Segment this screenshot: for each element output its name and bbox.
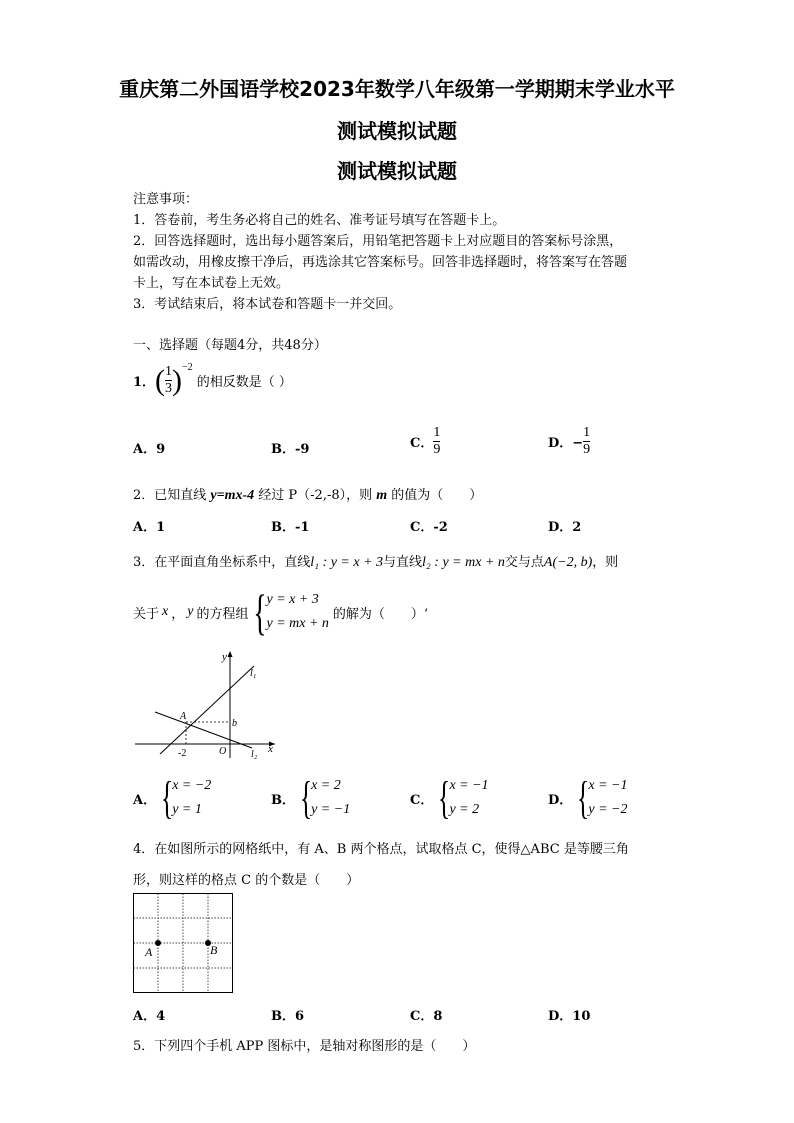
question-1 (133, 364, 292, 397)
paren-right: ) (172, 363, 183, 397)
l2-label: l₂ (251, 749, 258, 760)
option-d[interactable]: D．10 (548, 1009, 591, 1024)
l1-label: l₁ (250, 668, 257, 679)
option-d[interactable]: D．2 (548, 520, 582, 535)
question-5: 5．下列四个手机 APP 图标中，是轴对称图形的是（ ） (133, 1039, 476, 1054)
option-c[interactable]: C． { x = −1 y = 2 (410, 772, 489, 823)
exponent: −2 (182, 362, 193, 373)
notice-item: 1．答卷前，考生务必将自己的姓名、准考证号填写在答题卡上。 (133, 213, 506, 228)
exam-title-line3: 测试模拟试题 (337, 159, 457, 183)
question-3: 3．在平面直角坐标系中，直线l₁ : y = x + 3与直线l₂ : y = mx + n交与点A(−2, b)，则 (133, 555, 619, 570)
fraction: $\frac{1}{9}$ (433, 425, 441, 457)
section-heading: 一、选择题（每题4分，共48分） (133, 338, 327, 353)
y-axis-label: y (222, 651, 227, 663)
option-a[interactable]: A．1 (133, 520, 166, 535)
question-number: 1． (133, 375, 156, 390)
option-d[interactable]: D．− $\frac{1}{9}$ (548, 425, 591, 457)
option-a[interactable]: A．9 (133, 442, 166, 457)
notice-item: 如需改动，用橡皮擦干净后，再选涂其它答案标号。回答非选择题时，将答案写在答题 (133, 255, 628, 270)
point-a (155, 940, 161, 946)
notice-item: 3．考试结束后，将本试卷和答题卡一并交回。 (133, 297, 402, 312)
question-4-line2: 形，则这样的格点 C 的个数是（ ） (133, 873, 360, 888)
question-2: 2．已知直线 y=mx-4 经过 P（-2,-8），则 m 的值为（ ） (133, 488, 483, 503)
option-a[interactable]: A． { x = −2 y = 1 (133, 772, 212, 823)
b-label: b (232, 718, 237, 729)
question-4-grid (132, 892, 236, 996)
paren-left: ( (155, 363, 166, 397)
equation-system: { y = x + 3 y = mx + n (253, 584, 329, 640)
option-c[interactable]: C．8 (410, 1009, 443, 1024)
exam-title-line1: 重庆第二外国语学校2023年数学八年级第一学期期末学业水平 (119, 77, 675, 101)
neg2-label: -2 (178, 748, 187, 759)
point-b-label: B (210, 943, 218, 957)
option-b[interactable]: B．6 (271, 1009, 305, 1024)
point-a-label: A (180, 711, 187, 722)
question-text: 的相反数是（ ） (196, 375, 292, 390)
y-axis-arrow (228, 651, 233, 657)
question-3-system: 关于 x ， y 的方程组 { y = x + 3 y = mx + n 的解为（ ）‘ (133, 584, 429, 640)
question-4-line1: 4．在如图所示的网格纸中，有 A、B 两个格点，试取格点 C，使得△ABC 是等腰三角 (133, 842, 629, 857)
fraction: $\frac{1}{9}$ (583, 425, 591, 457)
exam-title-line2: 测试模拟试题 (337, 119, 457, 143)
option-b[interactable]: B． { x = 2 y = −1 (271, 772, 351, 823)
option-a[interactable]: A．4 (133, 1009, 166, 1024)
line-l2 (155, 712, 252, 748)
notice-item: 卡上，写在本试卷上无效。 (133, 276, 290, 291)
point-a-label: A (145, 945, 153, 959)
question-3-graph (130, 646, 280, 761)
option-b[interactable]: B．-1 (271, 520, 310, 535)
fraction: $\frac{1}{3}$ (165, 364, 173, 396)
option-c[interactable]: C．-2 (410, 520, 448, 535)
line-l1 (160, 666, 257, 754)
option-b[interactable]: B．-9 (271, 442, 310, 457)
notice-heading: 注意事项： (133, 192, 199, 207)
notice-item: 2．回答选择题时，选出每小题答案后，用铅笔把答题卡上对应题目的答案标号涂黑， (133, 234, 623, 249)
option-c[interactable]: C． $\frac{1}{9}$ (410, 425, 441, 457)
x-axis-label: x (268, 743, 273, 755)
origin-label: O (219, 746, 227, 757)
option-d[interactable]: D． { x = −1 y = −2 (548, 772, 628, 823)
